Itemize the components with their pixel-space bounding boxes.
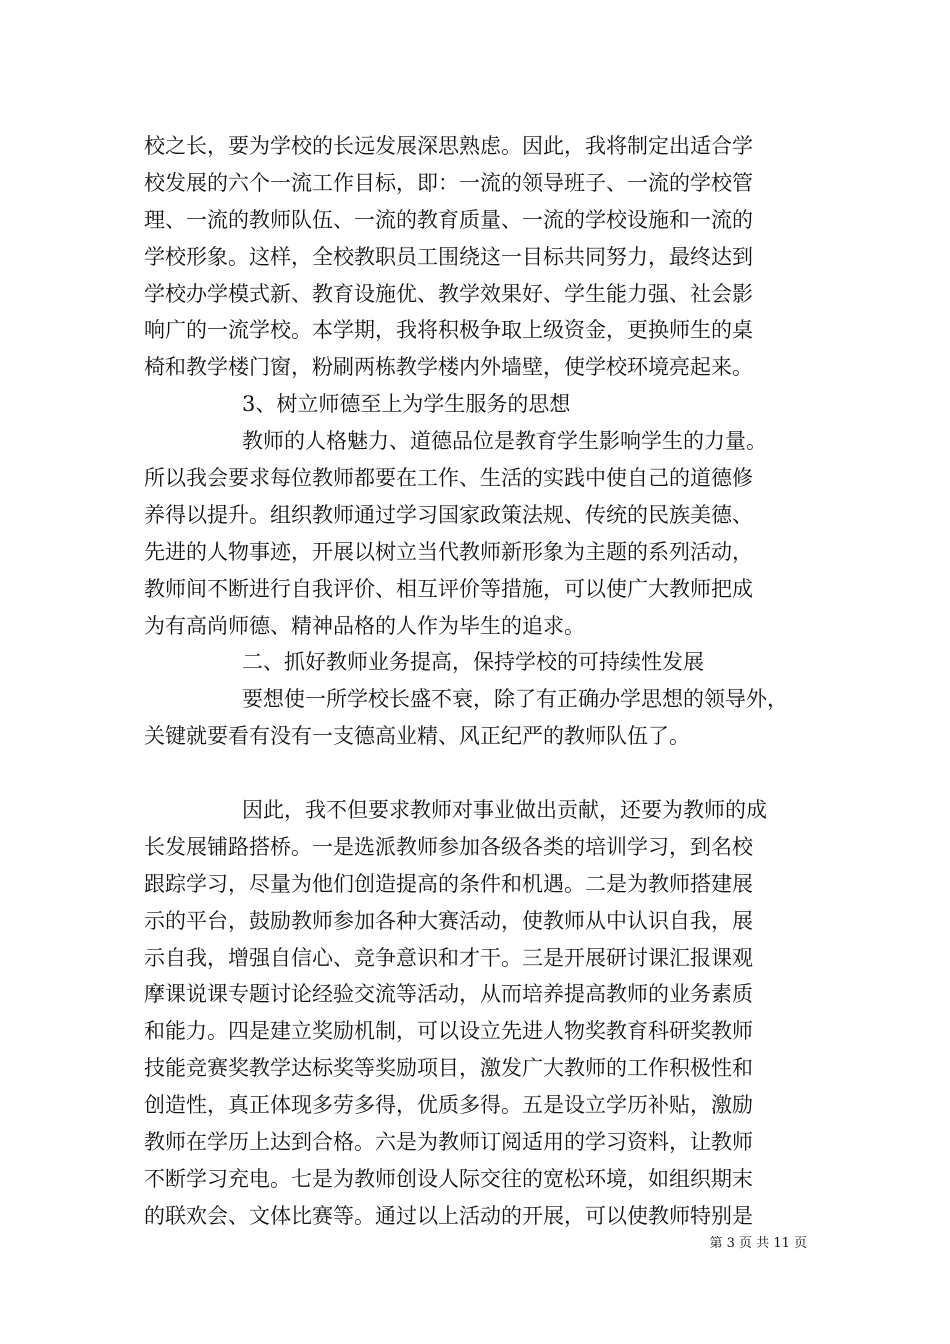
text-line: 和能力。四是建立奖励机制，可以设立先进人物奖教育科研奖教师 [144, 1019, 753, 1044]
body-text [144, 128, 808, 1235]
text-line: 学校形象。这样，全校教职员工围绕这一目标共同努力，最终达到 [144, 244, 753, 269]
text-line: 校发展的六个一流工作目标，即：一流的领导班子、一流的学校管 [144, 170, 753, 195]
text-line: 长发展铺路搭桥。一是选派教师参加各级各类的培训学习，到名校 [144, 834, 753, 859]
text-line: 要想使一所学校长盛不衰，除了有正确办学思想的领导外， [242, 687, 788, 712]
text-line: 技能竞赛奖教学达标奖等奖励项目，激发广大教师的工作积极性和 [144, 1056, 753, 1081]
text-line: 示自我，增强自信心、竞争意识和才干。三是开展研讨课汇报课观 [144, 945, 753, 970]
text-line: 示的平台，鼓励教师参加各种大赛活动，使教师从中认识自我，展 [144, 908, 753, 933]
text-line: 不断学习充电。七是为教师创设人际交往的宽松环境，如组织期末 [144, 1166, 753, 1191]
text-line: 跟踪学习，尽量为他们创造提高的条件和机遇。二是为教师搭建展 [144, 871, 753, 896]
page-number: 第 3 页 共 11 页 [709, 1236, 807, 1251]
text-line: 椅和教学楼门窗，粉刷两栋教学楼内外墙壁，使学校环境亮起来。 [144, 355, 753, 380]
text-line: 教师间不断进行自我评价、相互评价等措施，可以使广大教师把成 [144, 576, 753, 601]
text-line: 教师在学历上达到合格。六是为教师订阅适用的学习资料，让教师 [144, 1130, 753, 1155]
text-line: 所以我会要求每位教师都要在工作、生活的实践中使自己的道德修 [144, 466, 753, 491]
section-heading: 3、树立师德至上为学生服务的思想 [242, 392, 571, 417]
text-line: 摩课说课专题讨论经验交流等活动，从而培养提高教师的业务素质 [144, 982, 753, 1007]
text-line: 教师的人格魅力、道德品位是教育学生影响学生的力量。 [242, 429, 767, 454]
text-line: 关键就要看有没有一支德高业精、风正纪严的教师队伍了。 [144, 724, 690, 749]
text-line: 因此，我不但要求教师对事业做出贡献，还要为教师的成 [242, 798, 767, 823]
text-line: 先进的人物事迹，开展以树立当代教师新形象为主题的系列活动， [144, 539, 753, 564]
section-heading: 二、抓好教师业务提高，保持学校的可持续性发展 [242, 650, 704, 675]
text-line: 养得以提升。组织教师通过学习国家政策法规、传统的民族美德、 [144, 502, 753, 527]
text-line: 学校办学模式新、教育设施优、教学效果好、学生能力强、社会影 [144, 281, 753, 306]
text-line: 的联欢会、文体比赛等。通过以上活动的开展，可以使教师特别是 [144, 1203, 753, 1228]
text-line: 理、一流的教师队伍、一流的教育质量、一流的学校设施和一流的 [144, 207, 753, 232]
text-line: 响广的一流学校。本学期，我将积极争取上级资金，更换师生的桌 [144, 318, 753, 343]
text-line: 校之长，要为学校的长远发展深思熟虑。因此，我将制定出适合学 [144, 134, 753, 158]
blank-line [144, 755, 808, 792]
text-line: 创造性，真正体现多劳多得，优质多得。五是设立学历补贴，激励 [144, 1093, 753, 1118]
text-line: 为有高尚师德、精神品格的人作为毕生的追求。 [144, 613, 585, 638]
